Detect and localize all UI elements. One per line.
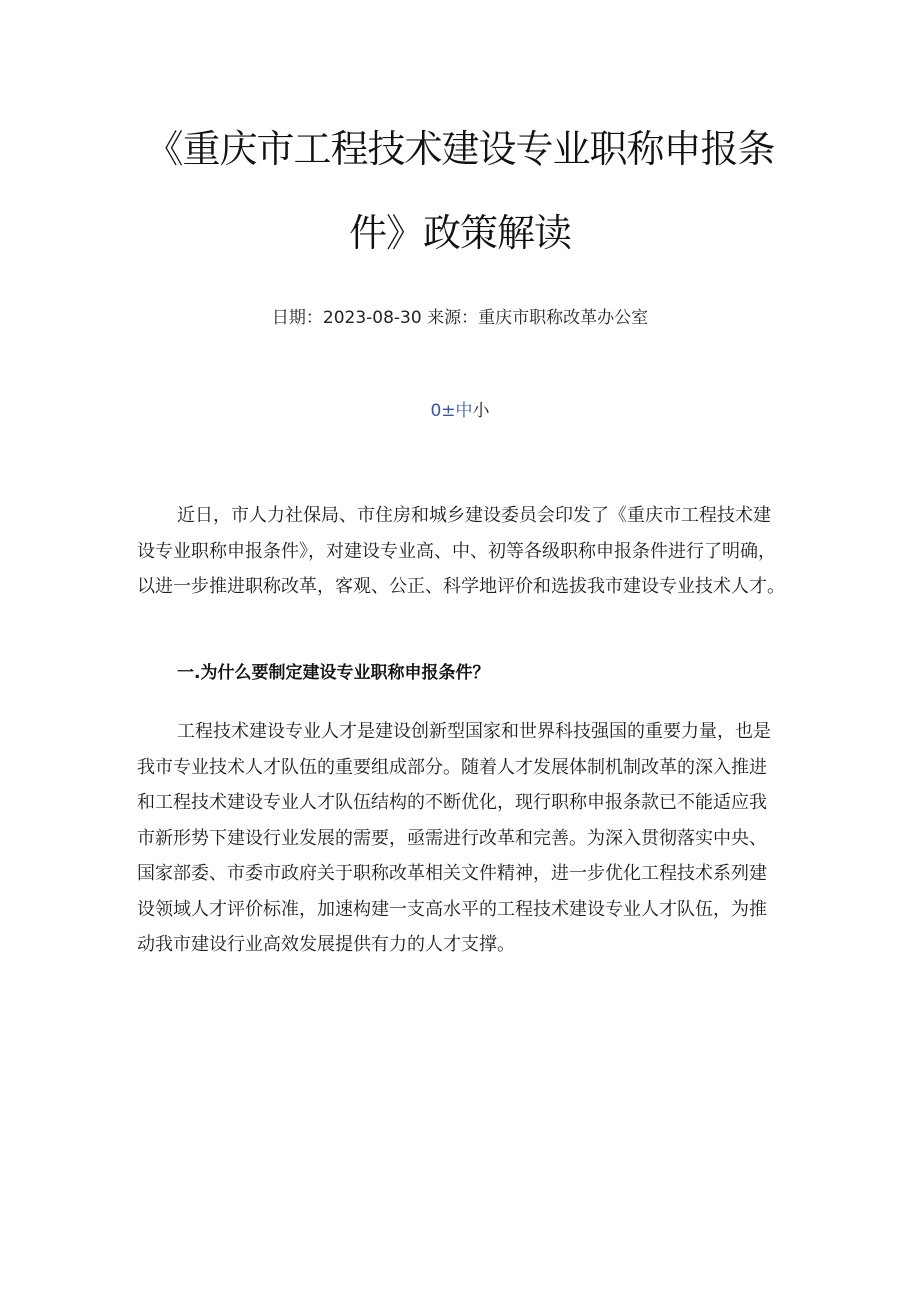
- paragraph-section-1: [137, 714, 787, 963]
- font-size-large-link[interactable]: 0±: [430, 401, 456, 421]
- paragraph-line: 以进一步推进职称改革，客观、公正、科学地评价和选拔我市建设专业技术人才。: [137, 576, 785, 597]
- font-size-small-link[interactable]: 小: [472, 401, 490, 421]
- section-heading-1: 一.为什么要制定建设专业职称申报条件？: [177, 663, 490, 683]
- paragraph-line: 动我市建设行业高效发展提供有力的人才支撑。: [137, 934, 515, 955]
- paragraph-line: 市新形势下建设行业发展的需要，亟需进行改革和完善。为深入贯彻落实中央、: [137, 827, 767, 849]
- article-meta: 日期：2023-08-30 来源：重庆市职称改革办公室: [271, 308, 649, 328]
- paragraph-line: 和工程技术建设专业人才队伍结构的不断优化，现行职称申报条款已不能适应我: [137, 792, 767, 813]
- page-title-line-1: 《重庆市工程技术建设专业职称申报条: [145, 127, 775, 171]
- paragraph-line: 国家部委、市委市政府关于职称改革相关文件精神，进一步优化工程技术系列建: [137, 863, 767, 884]
- paragraph-line: 我市专业技术人才队伍的重要组成部分。随着人才发展体制机制改革的深入推进: [137, 756, 767, 778]
- paragraph-line: 工程技术建设专业人才是建设创新型国家和世界科技强国的重要力量，也是: [177, 721, 771, 742]
- font-size-controls: [0, 396, 920, 421]
- font-size-medium-link[interactable]: 中: [455, 401, 473, 421]
- paragraph-line: 设专业职称申报条件》，对建设专业高、中、初等各级职称申报条件进行了明确，: [137, 540, 776, 562]
- page-title-line-2: 件》政策解读: [348, 211, 571, 255]
- paragraph-intro: [137, 498, 787, 605]
- paragraph-line: 设领域人才评价标准，加速构建一支高水平的工程技术建设专业人才队伍，为推: [137, 898, 767, 920]
- paragraph-line: 近日，市人力社保局、市住房和城乡建设委员会印发了《重庆市工程技术建: [177, 505, 771, 526]
